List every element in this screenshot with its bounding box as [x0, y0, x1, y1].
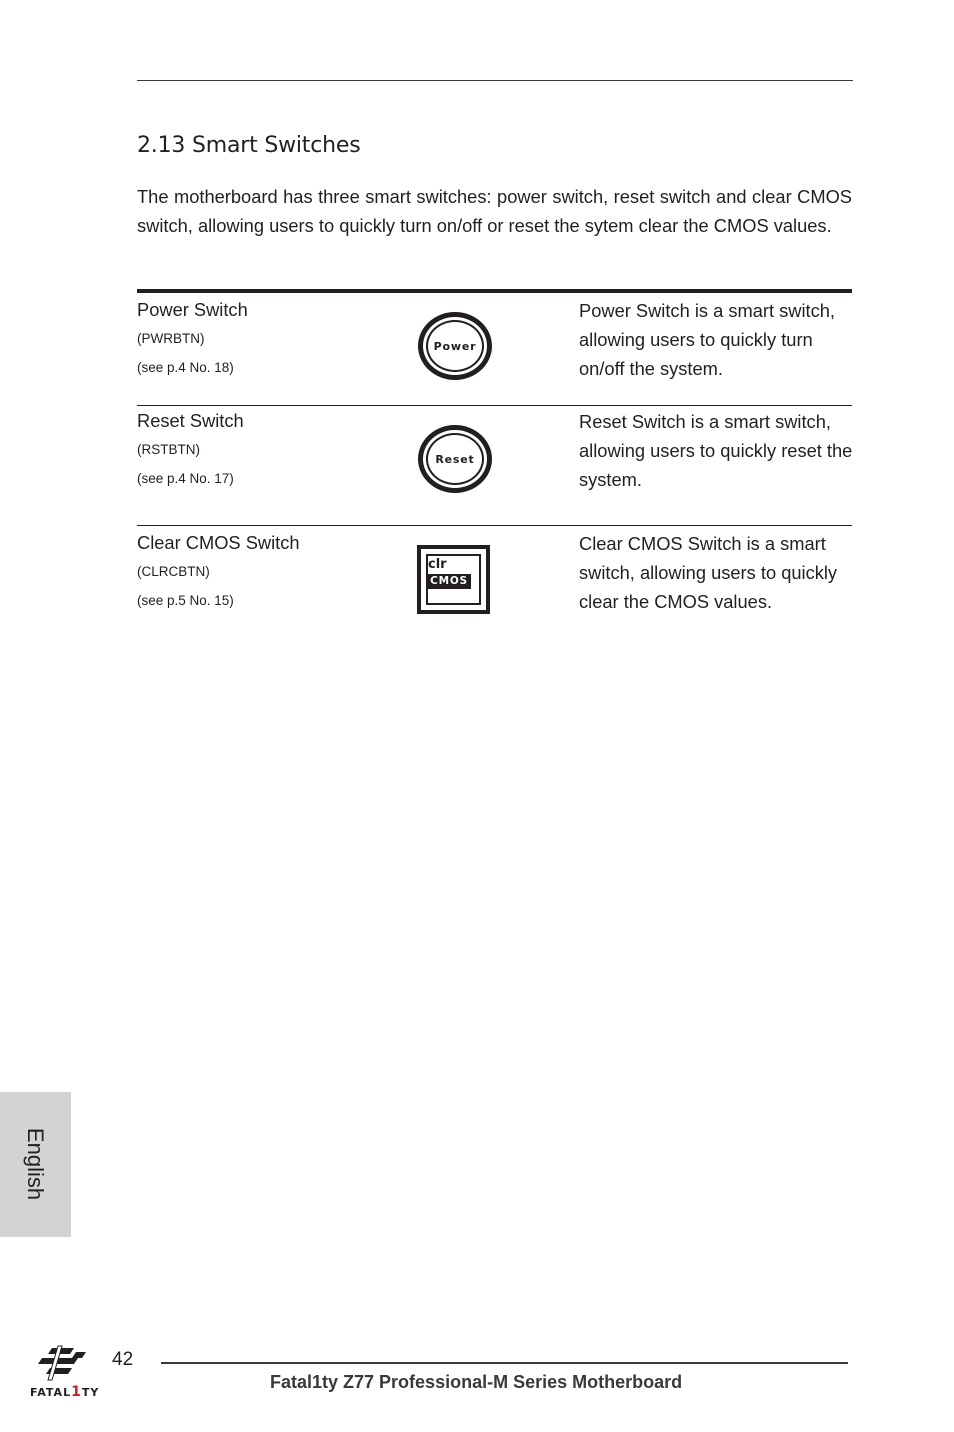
fatal1ty-emblem-icon [28, 1344, 88, 1384]
intro-paragraph: The motherboard has three smart switches: power switch, reset switch and clear CMOS switch, allowing users to quickly turn on/off or reset the sytem clear the CMOS values. [137, 186, 852, 236]
language-label: English [23, 1127, 48, 1201]
section-title: 2.13 Smart Switches [137, 133, 361, 158]
footer-title: Fatal1ty Z77 Professional-M Series Motherboard [270, 1372, 683, 1392]
header-rule [137, 80, 853, 81]
reset-button-label: Reset [435, 452, 475, 466]
switch-code: (RSTBTN) [137, 442, 200, 457]
footer-rule [161, 1362, 848, 1364]
power-button-icon [418, 312, 492, 380]
switch-name: Clear CMOS Switch [137, 532, 300, 553]
page-number: 42 [112, 1349, 134, 1370]
row-divider [137, 525, 852, 526]
switch-code: (PWRBTN) [137, 331, 205, 346]
clr-label: clr [428, 557, 447, 572]
switch-name: Power Switch [137, 299, 248, 320]
switch-description: Clear CMOS Switch is a smart switch, allowing users to quickly clear the CMOS values. [579, 533, 838, 612]
switch-code: (CLRCBTN) [137, 564, 210, 579]
switch-reference: (see p.5 No. 15) [137, 593, 234, 608]
switch-description: Power Switch is a smart switch, allowing users to quickly turn on/off the system. [579, 300, 835, 379]
table-top-rule [137, 289, 852, 293]
cmos-label: CMOS [427, 574, 471, 589]
switch-reference: (see p.4 No. 17) [137, 471, 234, 486]
power-button-label: Power [433, 339, 477, 353]
logo-wordmark: FATAL1TY [30, 1384, 100, 1400]
switch-name: Reset Switch [137, 410, 244, 431]
fatal1ty-logo [28, 1344, 108, 1406]
switch-reference: (see p.4 No. 18) [137, 360, 234, 375]
clear-cmos-button-icon [417, 545, 490, 614]
row-divider [137, 405, 852, 406]
language-tab [0, 1092, 71, 1237]
reset-button-icon [418, 425, 492, 493]
switch-description: Reset Switch is a smart switch, allowing users to quickly reset the system. [579, 411, 853, 490]
